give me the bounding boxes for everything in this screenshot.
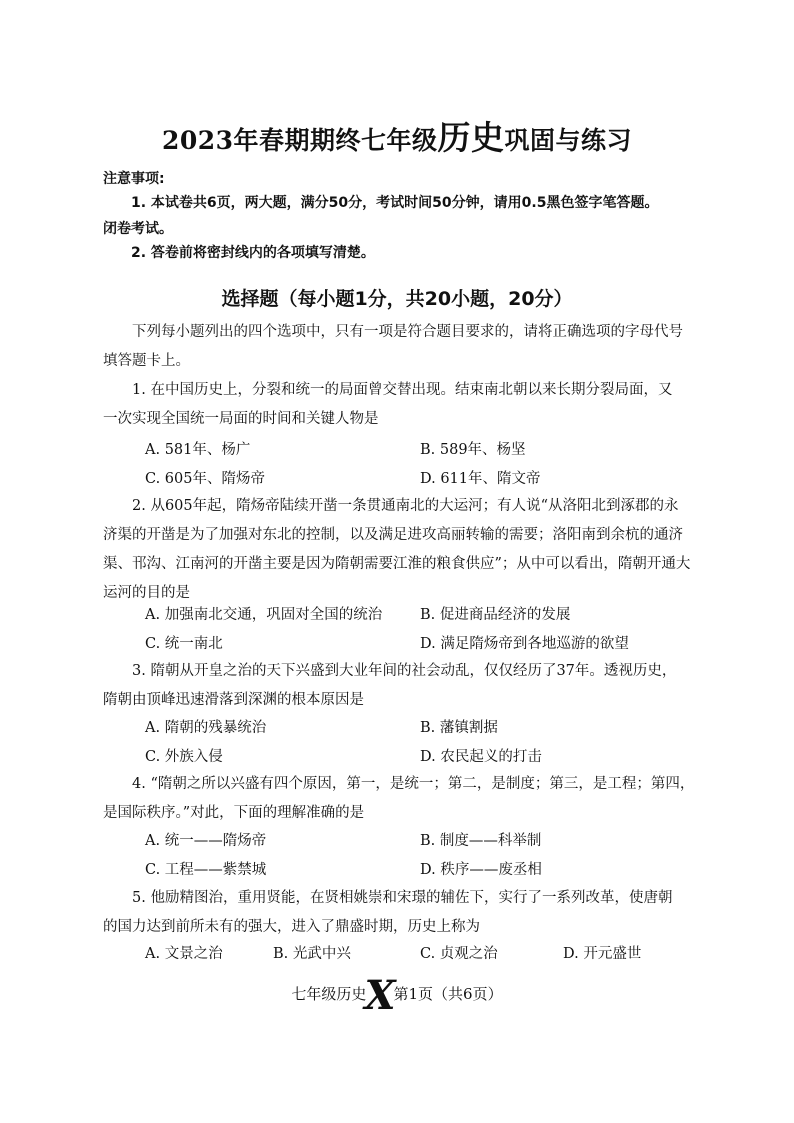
question-4-line1: 4. “隋朝之所以兴盛有四个原因，第一，是统一；第二，是制度；第三，是工程；第四， [132, 776, 695, 792]
question-2-line4: 运河的目的是 [103, 585, 190, 601]
q3-option-b[interactable]: B. 藩镇割据 [420, 720, 498, 736]
q5-option-c[interactable]: C. 贞观之治 [420, 946, 498, 962]
title-part2: 巩固与练习 [504, 126, 633, 155]
notice-item-1-line2: 闭卷考试。 [103, 221, 173, 237]
q4-option-a[interactable]: A. 统一——隋炀帝 [145, 833, 267, 849]
question-2-line1: 2. 从605年起，隋炀帝陆续开凿一条贯通南北的大运河；有人说“从洛阳北到涿郡的永 [132, 498, 679, 514]
question-2-options [145, 603, 705, 661]
question-3-options [145, 716, 705, 774]
q2-option-b[interactable]: B. 促进商品经济的发展 [420, 607, 571, 623]
question-4 [103, 770, 695, 828]
page-footer [0, 972, 794, 1019]
question-2 [103, 492, 695, 608]
question-5 [103, 884, 695, 942]
footer-mark: X [364, 972, 396, 1019]
footer-subject: 七年级历史 [291, 985, 367, 1003]
instructions-line1: 下列每小题列出的四个选项中，只有一项是符合题目要求的，请将正确选项的字母代号 [132, 324, 683, 340]
q1-option-a[interactable]: A. 581年、杨广 [145, 442, 251, 458]
title-part1: 2023年春期期终七年级 [161, 126, 438, 155]
q1-option-b[interactable]: B. 589年、杨坚 [420, 442, 526, 458]
q3-option-d[interactable]: D. 农民起义的打击 [420, 749, 542, 765]
section-title: 选择题（每小题1分，共20小题，20分） [221, 288, 573, 310]
q1-option-d[interactable]: D. 611年、隋文帝 [420, 471, 541, 487]
q2-option-d[interactable]: D. 满足隋炀帝到各地巡游的欲望 [420, 636, 629, 652]
q2-option-c[interactable]: C. 统一南北 [145, 636, 223, 652]
question-3-line2: 隋朝由顶峰迅速滑落到深渊的根本原因是 [103, 692, 364, 708]
title-emphasis: 历史 [437, 118, 505, 157]
notice-item-1-line1: 1. 本试卷共6页，两大题，满分50分，考试时间50分钟，请用0.5黑色签字笔答题。 [131, 195, 659, 211]
q5-option-a[interactable]: A. 文景之治 [145, 946, 223, 962]
q4-option-c[interactable]: C. 工程——紫禁城 [145, 862, 267, 878]
question-2-line3: 渠、邗沟、江南河的开凿主要是因为隋朝需要江淮的粮食供应”；从中可以看出，隋朝开通大 [103, 556, 691, 572]
q3-option-a[interactable]: A. 隋朝的残暴统治 [145, 720, 267, 736]
question-5-line2: 的国力达到前所未有的强大，进入了鼎盛时期，历史上称为 [103, 919, 480, 935]
page-title [0, 112, 794, 159]
q5-option-d[interactable]: D. 开元盛世 [563, 946, 642, 962]
question-1-options [145, 438, 705, 496]
notice-item-2 [103, 240, 703, 266]
instructions [103, 318, 695, 376]
question-1-line1: 1. 在中国历史上，分裂和统一的局面曾交替出现。结束南北朝以来长期分裂局面，又 [132, 382, 673, 398]
q5-option-b[interactable]: B. 光武中兴 [273, 946, 351, 962]
notice-heading: 注意事项: [103, 171, 165, 187]
question-3 [103, 657, 695, 715]
footer-page-number: 第1页（共6页） [393, 985, 503, 1003]
question-4-line2: 是国际秩序。”对此，下面的理解准确的是 [103, 805, 365, 821]
question-4-options [145, 829, 705, 887]
notice-item-2-text: 2. 答卷前将密封线内的各项填写清楚。 [131, 245, 375, 261]
q2-option-a[interactable]: A. 加强南北交通，巩固对全国的统治 [145, 607, 383, 623]
question-5-line1: 5. 他励精图治，重用贤能，在贤相姚崇和宋璟的辅佐下，实行了一系列改革，使唐朝 [132, 890, 673, 906]
instructions-line2: 填答题卡上。 [103, 353, 190, 369]
question-1 [103, 376, 695, 434]
q4-option-b[interactable]: B. 制度——科举制 [420, 833, 542, 849]
q3-option-c[interactable]: C. 外族入侵 [145, 749, 223, 765]
question-2-line2: 济渠的开凿是为了加强对东北的控制，以及满足进攻高丽转输的需要；洛阳南到余杭的通济 [103, 527, 683, 543]
question-3-line1: 3. 隋朝从开皇之治的天下兴盛到大业年间的社会动乱，仅仅经历了37年。透视历史， [132, 663, 677, 679]
question-1-line2: 一次实现全国统一局面的时间和关键人物是 [103, 411, 379, 427]
question-5-options [145, 942, 705, 971]
notice-item-1 [103, 190, 703, 242]
q1-option-c[interactable]: C. 605年、隋炀帝 [145, 471, 265, 487]
q4-option-d[interactable]: D. 秩序——废丞相 [420, 862, 542, 878]
